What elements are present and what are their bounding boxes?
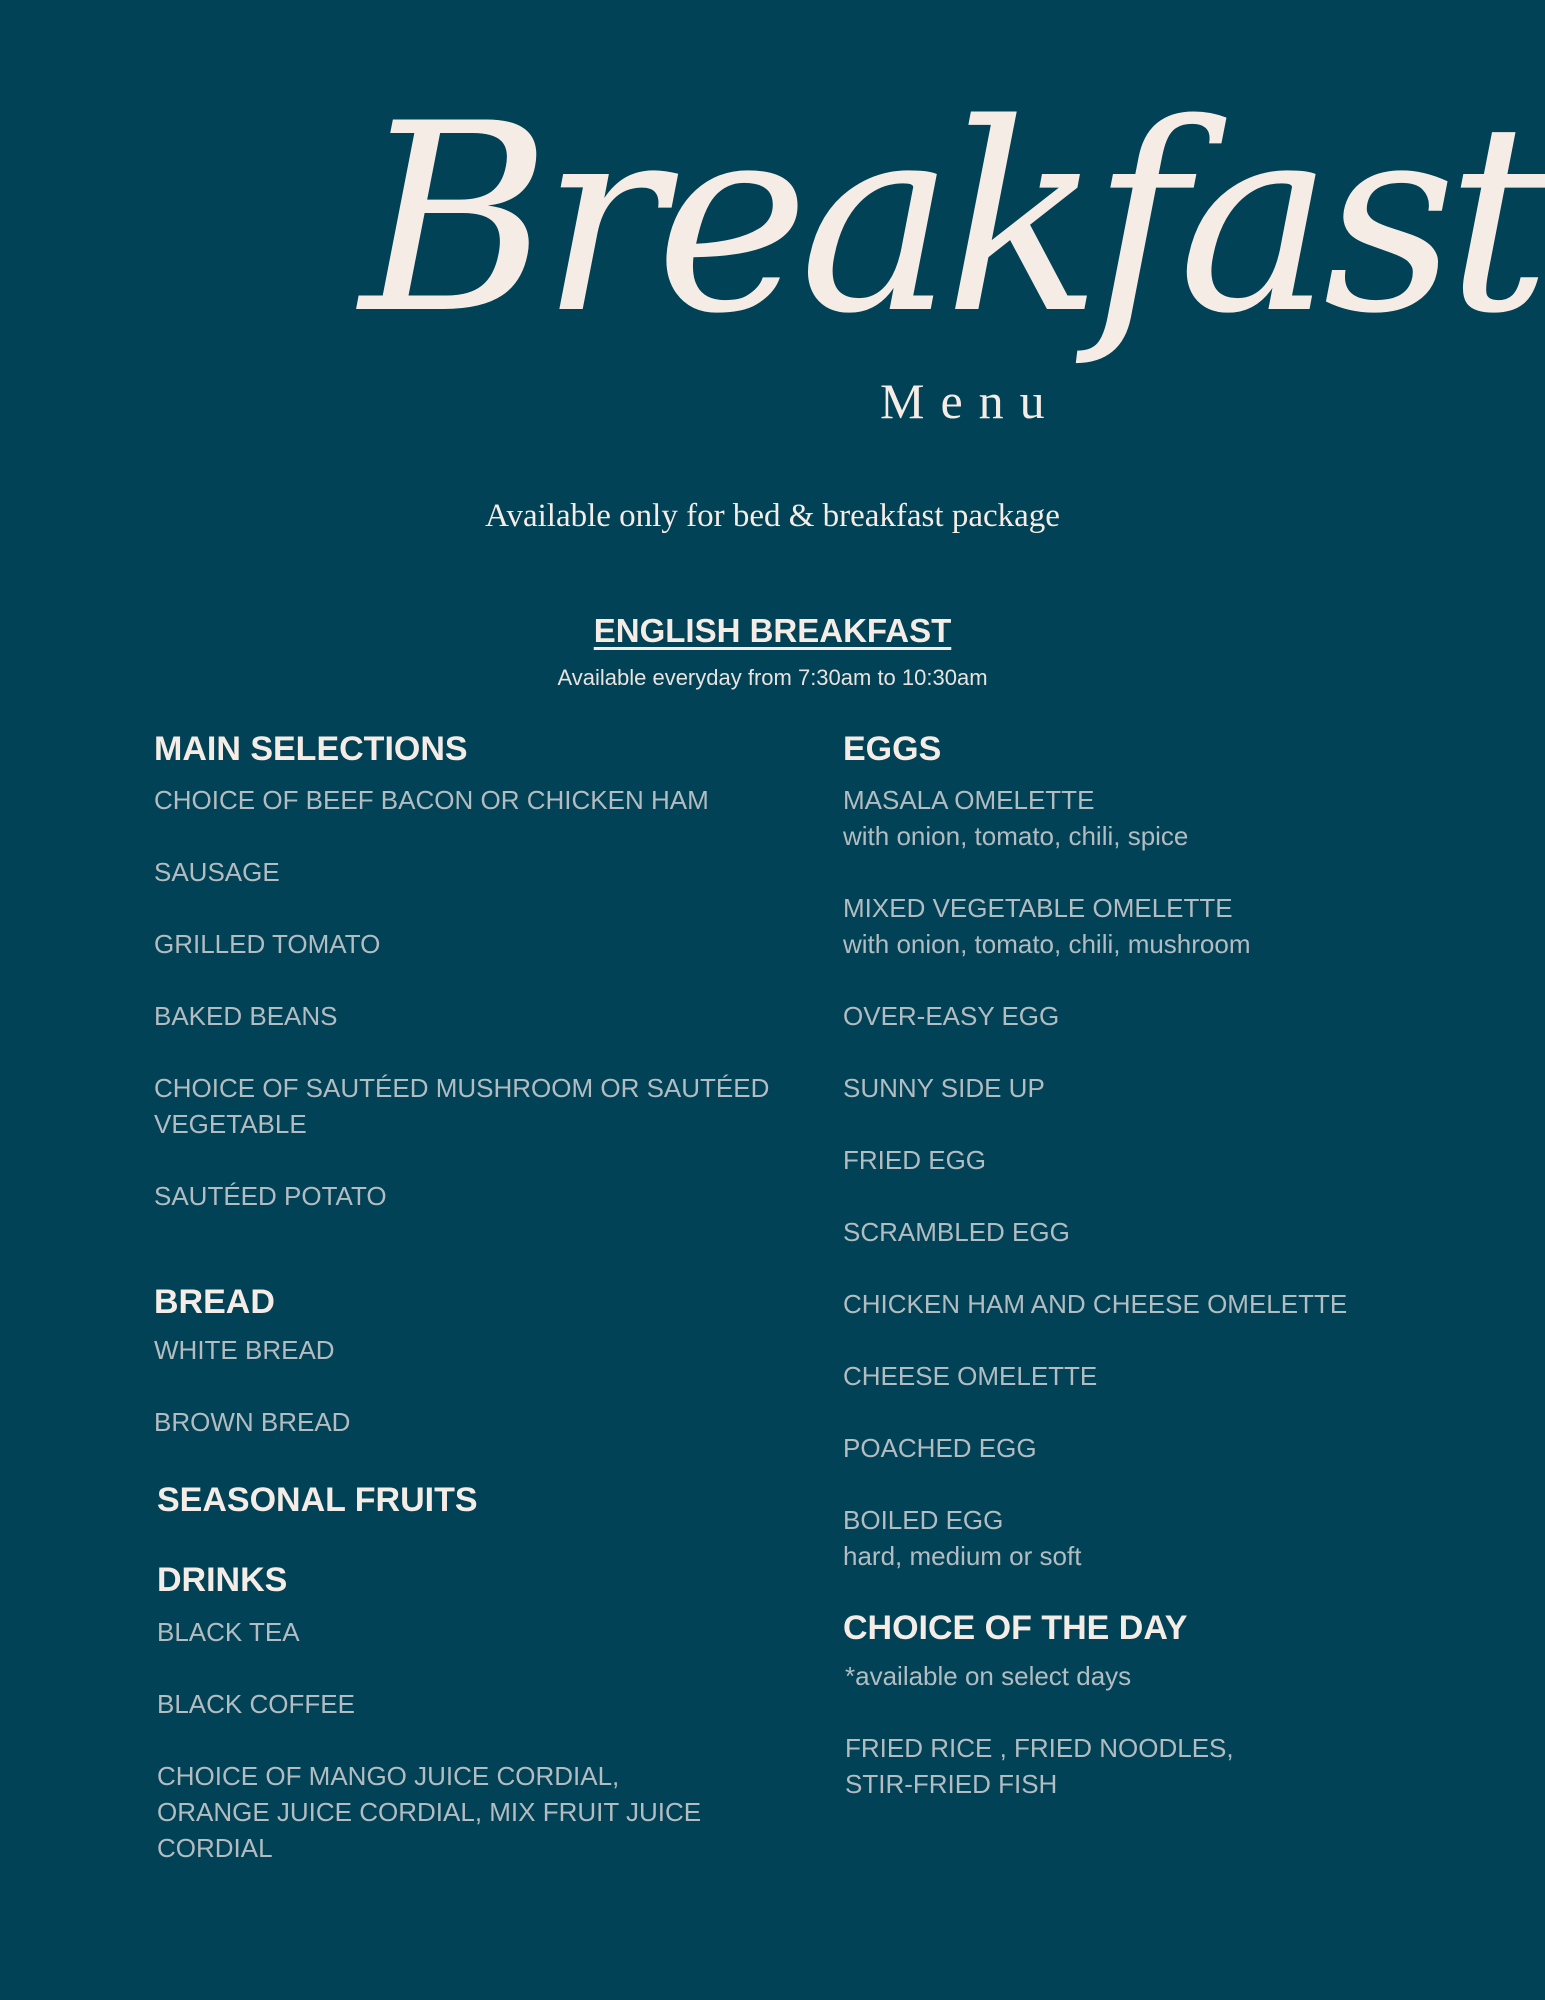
item-name: BOILED EGG xyxy=(843,1505,1004,1535)
item-name: MASALA OMELETTE xyxy=(843,785,1095,815)
drinks-heading: DRINKS xyxy=(157,1561,288,1599)
menu-item: OVER-EASY EGG xyxy=(843,1001,1060,1031)
item-description: with onion, tomato, chili, spice xyxy=(843,821,1189,851)
menu-item: GRILLED TOMATO xyxy=(154,929,381,959)
menu-item: CHOICE OF BEEF BACON OR CHICKEN HAM xyxy=(154,785,709,815)
section-hours: Available everyday from 7:30am to 10:30am xyxy=(557,665,988,690)
menu-item xyxy=(843,890,1483,962)
menu-item: BROWN BREAD xyxy=(154,1407,351,1437)
bread-heading: BREAD xyxy=(154,1283,275,1321)
menu-item: WHITE BREAD xyxy=(154,1335,335,1365)
choice-of-day-heading: CHOICE OF THE DAY xyxy=(843,1609,1188,1647)
menu-item: FRIED RICE , FRIED NOODLES, STIR-FRIED FISH xyxy=(845,1733,1234,1799)
menu-item: CHOICE OF MANGO JUICE CORDIAL, ORANGE JUICE CORDIAL, MIX FRUIT JUICE CORDIAL xyxy=(157,1761,702,1863)
menu-item: POACHED EGG xyxy=(843,1433,1037,1463)
main-selections-heading: MAIN SELECTIONS xyxy=(154,730,468,768)
seasonal-fruits-heading: SEASONAL FRUITS xyxy=(157,1481,478,1519)
menu-subtitle: Menu xyxy=(880,373,1061,429)
menu-item: SCRAMBLED EGG xyxy=(843,1217,1070,1247)
item-description: with onion, tomato, chili, mushroom xyxy=(843,929,1251,959)
menu-item: SUNNY SIDE UP xyxy=(843,1073,1045,1103)
menu-item xyxy=(843,782,1483,854)
menu-item: CHOICE OF SAUTÉED MUSHROOM OR SAUTÉED VEGETABLE xyxy=(154,1073,770,1139)
menu-tagline: Available only for bed & breakfast package xyxy=(485,498,1060,534)
menu-item: BLACK TEA xyxy=(157,1617,300,1647)
menu-item: CHEESE OMELETTE xyxy=(843,1361,1098,1391)
menu-item: FRIED EGG xyxy=(843,1145,987,1175)
menu-title: Breakfast xyxy=(360,69,1541,371)
item-name: MIXED VEGETABLE OMELETTE xyxy=(843,893,1233,923)
menu-item: SAUSAGE xyxy=(154,857,280,887)
menu-item: BLACK COFFEE xyxy=(157,1689,355,1719)
menu-item: CHICKEN HAM AND CHEESE OMELETTE xyxy=(843,1289,1348,1319)
menu-item xyxy=(843,1502,1483,1574)
item-description: hard, medium or soft xyxy=(843,1541,1082,1571)
menu-item: BAKED BEANS xyxy=(154,1001,338,1031)
choice-of-day-note: *available on select days xyxy=(845,1661,1132,1691)
eggs-heading: EGGS xyxy=(843,730,942,768)
section-title: ENGLISH BREAKFAST xyxy=(593,612,952,649)
menu-item: SAUTÉED POTATO xyxy=(154,1181,387,1211)
